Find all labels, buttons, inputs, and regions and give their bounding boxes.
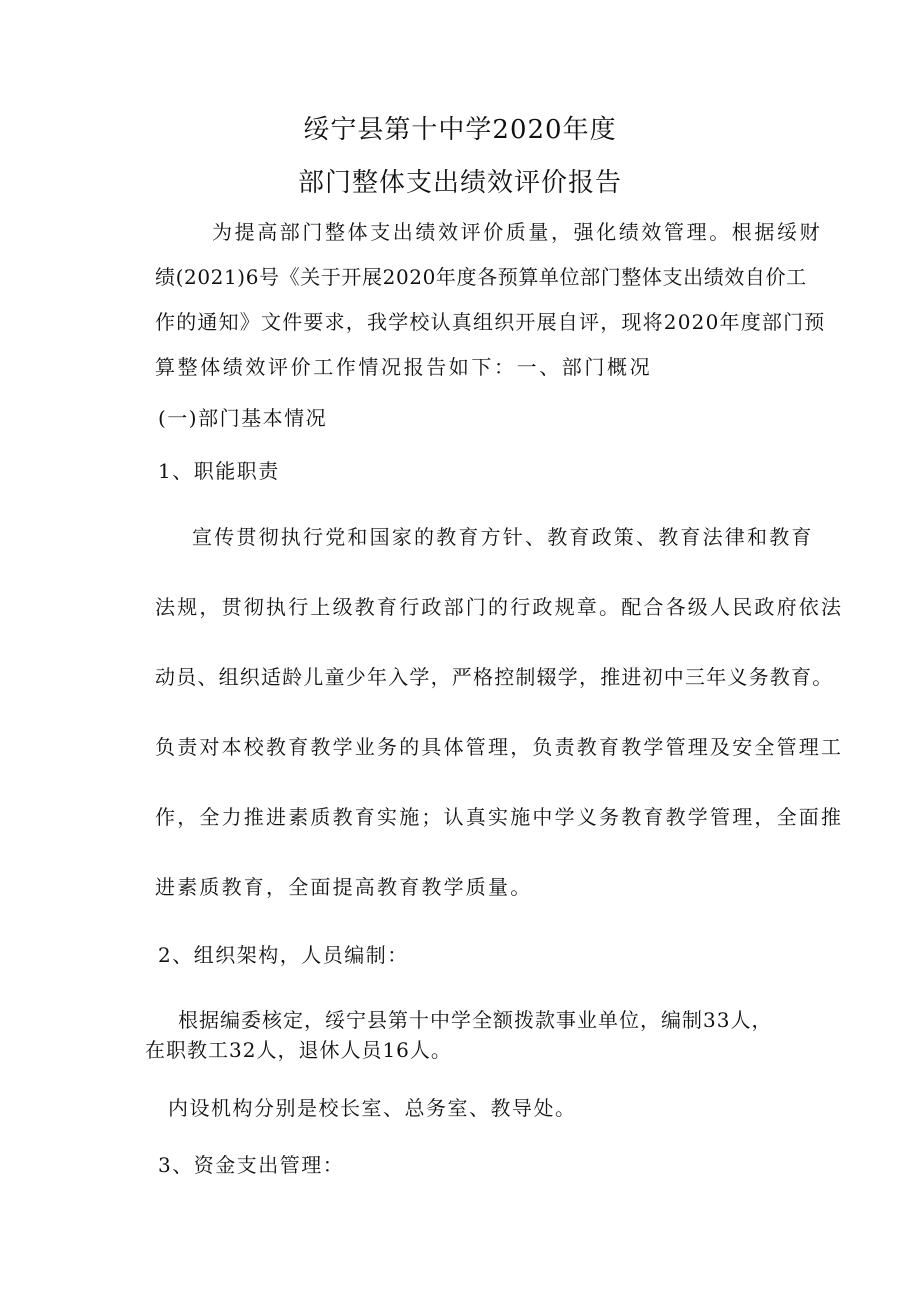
paragraph-line: 宣传贯彻执行党和国家的教育方针、教育政策、教育法律和教育 [192, 525, 814, 549]
departments-line: 内设机构分别是校长室、总务室、教导处。 [168, 1096, 577, 1120]
item-heading: 3、资金支出管理： [158, 1153, 345, 1177]
section-heading: (一)部门基本情况 [158, 406, 328, 430]
paragraph-line: 为提高部门整体支出绩效评价质量，强化绩效管理。根据绥财 [212, 220, 823, 244]
item-heading: 1、职能职责 [158, 459, 280, 483]
paragraph-line: 动员、组织适龄儿童少年入学，严格控制辍学，推进初中三年义务教育。 [155, 665, 834, 689]
title-line-2: 部门整体支出绩效评价报告 [297, 168, 622, 198]
paragraph-line: 根据编委核定，绥宁县第十中学全额拨款事业单位，编制33人， [178, 1008, 773, 1032]
paragraph-line: 算整体绩效评价工作情况报告如下：一、部门概况 [155, 355, 653, 379]
paragraph-line: 作的通知》文件要求，我学校认真组织开展自评，现将2020年度部门预 [155, 310, 826, 334]
paragraph-line: 绩(2021)6号《关于开展2020年度各预算单位部门整体支出绩效自价工 [155, 265, 807, 289]
paragraph-line: 进素质教育，全面提高教育教学质量。 [155, 875, 533, 899]
item-heading: 2、组织架构，人员编制： [158, 943, 409, 967]
paragraph-line: 负责对本校教育教学业务的具体管理，负责教育教学管理及安全管理工 [155, 735, 844, 759]
paragraph-line: 作，全力推进素质教育实施；认真实施中学义务教育教学管理，全面推 [155, 805, 844, 829]
paragraph-line: 法规，贯彻执行上级教育行政部门的行政规章。配合各级人民政府依法 [155, 595, 844, 619]
title-line-1: 绥宁县第十中学2020年度 [303, 115, 617, 145]
paragraph-line: 在职教工32人，退休人员16人。 [145, 1038, 452, 1062]
